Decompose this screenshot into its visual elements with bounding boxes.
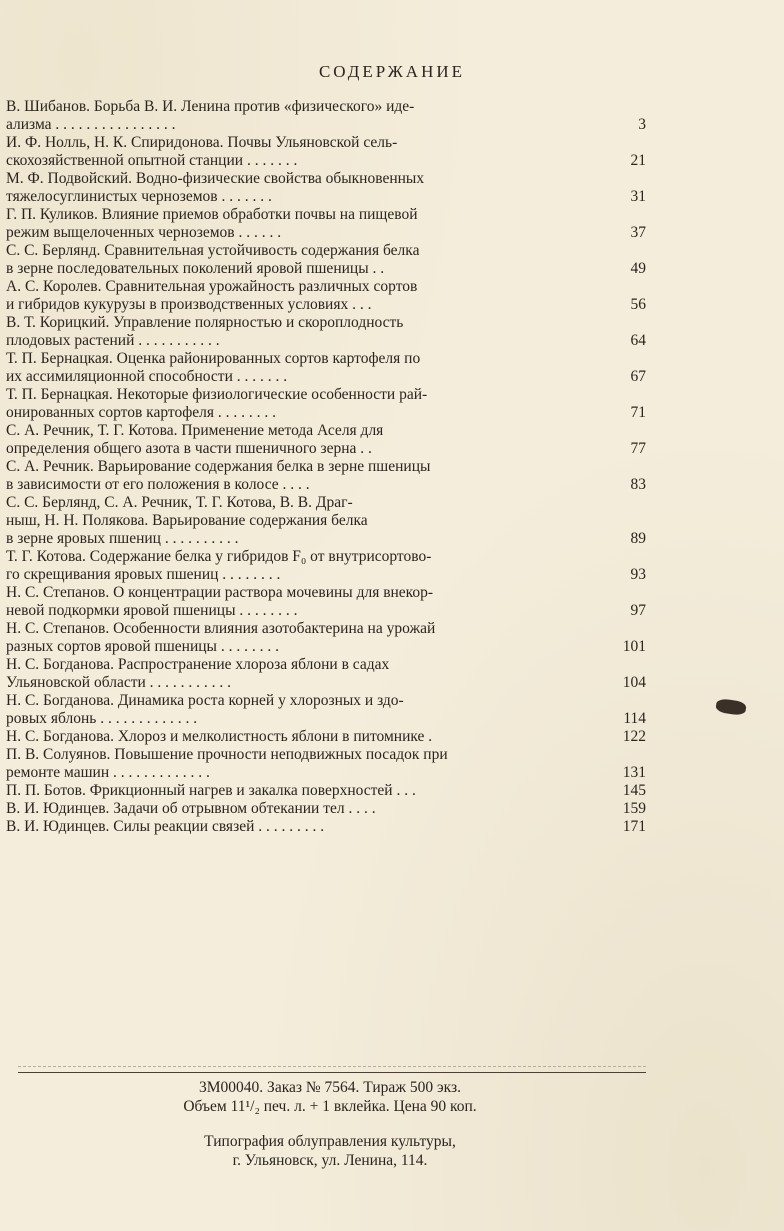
toc-entry-line: ровых яблонь . . . . . . . . . . . . . xyxy=(6,710,198,727)
toc-entry-line: ализма . . . . . . . . . . . . . . . . xyxy=(6,116,176,133)
toc-page-number: 159 xyxy=(622,800,646,817)
footer-divider xyxy=(18,1072,646,1073)
toc-entry xyxy=(6,692,646,728)
toc-page-number: 71 xyxy=(630,404,646,421)
toc-page-number: 145 xyxy=(622,782,646,799)
toc-page-number: 64 xyxy=(630,332,646,349)
toc-entry xyxy=(6,458,646,494)
toc-entry-line: Н. С. Богданова. Распространение хлороза яблони в садах xyxy=(6,656,390,673)
toc-page-number: 83 xyxy=(630,476,646,493)
toc-page-number: 93 xyxy=(630,566,646,583)
toc-entry xyxy=(6,170,646,206)
toc-entry-line: В. Т. Корицкий. Управление полярностью и скороплодность xyxy=(6,314,404,331)
toc-page-number: 49 xyxy=(630,260,646,277)
toc-entry-line: С. С. Берлянд. Сравнительная устойчивость содержания белка xyxy=(6,242,420,259)
imprint-line-3: Типография облуправления культуры, xyxy=(204,1133,456,1150)
toc-entry xyxy=(6,350,646,386)
toc-entry-line: А. С. Королев. Сравнительная урожайность различных сортов xyxy=(6,278,418,295)
toc-entry xyxy=(6,98,646,134)
toc-entry xyxy=(6,656,646,692)
toc-page-number: 37 xyxy=(630,224,646,241)
toc-entry-line: Т. Г. Котова. Содержание белка у гибридов F₀ от внутрисортово- xyxy=(6,548,432,565)
toc-page-number: 31 xyxy=(630,188,646,205)
toc-page-number: 122 xyxy=(622,728,646,745)
toc-entry-line: В. Шибанов. Борьба В. И. Ленина против «физического» иде- xyxy=(6,98,415,115)
toc-entry-line: П. В. Солуянов. Повышение прочности неподвижных посадок при xyxy=(6,746,448,763)
toc-entry-line: в зерне последовательных поколений яровой пшеницы . . xyxy=(6,260,385,277)
imprint-line-2: Объем 11¹/₂ печ. л. + 1 вклейка. Цена 90 коп. xyxy=(183,1098,477,1115)
toc-entry xyxy=(6,314,646,350)
toc-entry xyxy=(6,782,646,800)
toc-entry-line: И. Ф. Нолль, Н. К. Спиридонова. Почвы Ульяновской сель- xyxy=(6,134,398,151)
imprint-order-block xyxy=(0,1078,660,1116)
toc-entry-line: Н. С. Богданова. Динамика роста корней у хлорозных и здо- xyxy=(6,692,404,709)
toc-entry-line: тяжелосуглинистых черноземов . . . . . . . xyxy=(6,188,272,205)
toc-entry-line: Т. П. Бернацкая. Оценка районированных сортов картофеля по xyxy=(6,350,421,367)
toc-entry xyxy=(6,278,646,314)
toc-page-number: 131 xyxy=(622,764,646,781)
toc-entry-line: С. А. Речник. Варьирование содержания белка в зерне пшеницы xyxy=(6,458,431,475)
toc-entry-line: в зерне яровых пшениц . . . . . . . . . . xyxy=(6,530,239,547)
toc-entry-line: и гибридов кукурузы в производственных условиях . . . xyxy=(6,296,372,313)
toc-entry-line: онированных сортов картофеля . . . . . . . . xyxy=(6,404,276,421)
toc-entry xyxy=(6,134,646,170)
toc-entry-line: ныш, Н. Н. Полякова. Варьирование содержания белка xyxy=(6,512,368,529)
toc-page-number: 67 xyxy=(630,368,646,385)
toc-page-number: 114 xyxy=(623,710,646,727)
toc-entry-line: го скрещивания яровых пшениц . . . . . . . . xyxy=(6,566,281,583)
toc-entry xyxy=(6,818,646,836)
toc-page-number: 56 xyxy=(630,296,646,313)
toc-entry xyxy=(6,584,646,620)
toc-entry xyxy=(6,800,646,818)
toc-page-number: 21 xyxy=(630,152,646,169)
page-title: СОДЕРЖАНИЕ xyxy=(318,62,466,81)
toc-entry-line: невой подкормки яровой пшеницы . . . . . . . . xyxy=(6,602,298,619)
toc-entry xyxy=(6,422,646,458)
toc-entry-line: в зависимости от его положения в колосе . . . . xyxy=(6,476,310,493)
imprint-line-4: г. Ульяновск, ул. Ленина, 114. xyxy=(232,1152,428,1169)
toc-entry-line: В. И. Юдинцев. Силы реакции связей . . . . . . . . . xyxy=(6,818,325,835)
toc-entry xyxy=(6,206,646,242)
toc-entry xyxy=(6,242,646,278)
toc-entry-line: С. С. Берлянд, С. А. Речник, Т. Г. Котова, В. В. Драг- xyxy=(6,494,353,511)
ink-blot xyxy=(715,698,747,716)
toc-entry-line: Н. С. Степанов. О концентрации раствора мочевины для внекор- xyxy=(6,584,434,601)
toc-entry-line: Ульяновской области . . . . . . . . . . . xyxy=(6,674,232,691)
toc-entry-line: скохозяйственной опытной станции . . . . . . . xyxy=(6,152,298,169)
toc-entry xyxy=(6,494,646,548)
toc-page-number: 3 xyxy=(638,116,646,133)
table-of-contents xyxy=(6,98,646,836)
toc-entry xyxy=(6,620,646,656)
toc-entry-line: режим выщелоченных черноземов . . . . . . xyxy=(6,224,282,241)
toc-entry-line: их ассимиляционной способности . . . . . . . xyxy=(6,368,288,385)
toc-page-number: 104 xyxy=(622,674,646,691)
toc-entry xyxy=(6,386,646,422)
toc-entry-line: П. П. Ботов. Фрикционный нагрев и закалка поверхностей . . . xyxy=(6,782,416,799)
imprint-line-1: 3М00040. Заказ № 7564. Тираж 500 экз. xyxy=(199,1079,461,1096)
toc-entry-line: В. И. Юдинцев. Задачи об отрывном обтекании тел . . . . xyxy=(6,800,376,817)
toc-entry-line: Г. П. Куликов. Влияние приемов обработки почвы на пищевой xyxy=(6,206,418,223)
toc-page-number: 101 xyxy=(622,638,646,655)
toc-entry-line: Н. С. Богданова. Хлороз и мелколистность яблони в питомнике . xyxy=(6,728,433,745)
toc-entry-line: С. А. Речник, Т. Г. Котова. Применение метода Аселя для xyxy=(6,422,384,439)
imprint-printer-block xyxy=(0,1132,660,1170)
toc-entry-line: определения общего азота в части пшеничного зерна . . xyxy=(6,440,372,457)
toc-entry xyxy=(6,746,646,782)
toc-page-number: 97 xyxy=(630,602,646,619)
toc-entry-line: плодовых растений . . . . . . . . . . . xyxy=(6,332,220,349)
footer-divider-faint xyxy=(18,1066,646,1067)
toc-entry-line: Н. С. Степанов. Особенности влияния азотобактерина на урожай xyxy=(6,620,436,637)
toc-entry xyxy=(6,728,646,746)
toc-page-number: 77 xyxy=(630,440,646,457)
toc-entry-line: Т. П. Бернацкая. Некоторые физиологические особенности рай- xyxy=(6,386,428,403)
toc-entry-line: ремонте машин . . . . . . . . . . . . . xyxy=(6,764,210,781)
toc-page-number: 171 xyxy=(622,818,646,835)
toc-entry-line: М. Ф. Подвойский. Водно-физические свойства обыкновенных xyxy=(6,170,425,187)
toc-page-number: 89 xyxy=(630,530,646,547)
toc-entry xyxy=(6,548,646,584)
toc-entry-line: разных сортов яровой пшеницы . . . . . . . . xyxy=(6,638,279,655)
